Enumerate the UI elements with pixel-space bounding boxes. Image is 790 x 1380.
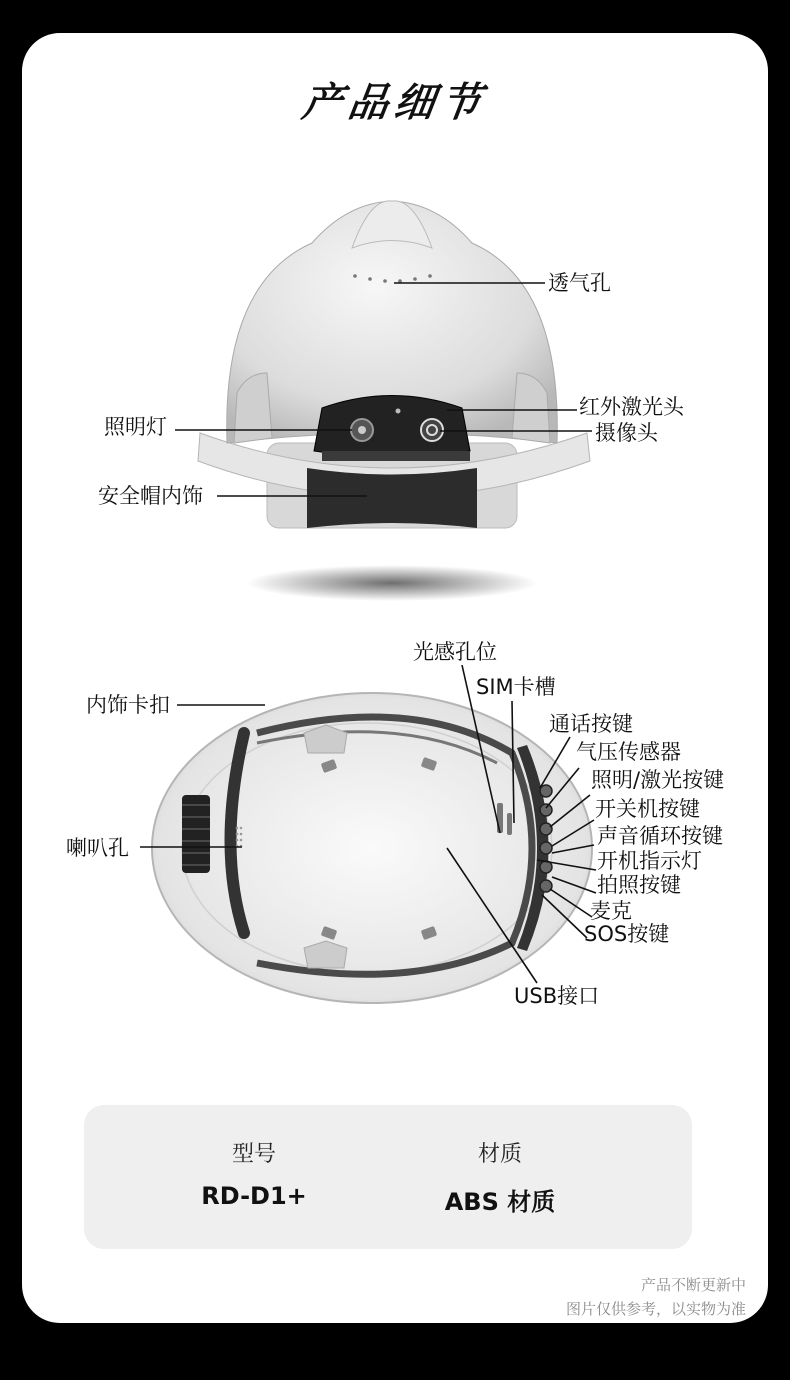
front-helmet: [198, 201, 590, 601]
product-detail-card: [22, 33, 768, 1323]
top-view-helmet: [152, 693, 592, 1003]
footer-line-1: 产品不断更新中: [640, 1276, 746, 1294]
label-vent: 透气孔: [548, 271, 611, 295]
label-usb: USB接口: [514, 984, 600, 1008]
spec-panel: [84, 1105, 692, 1249]
label-call-key: 通话按键: [549, 712, 633, 736]
label-power-key: 开关机按键: [595, 797, 700, 821]
label-speaker: 喇叭孔: [66, 836, 129, 860]
spec-model: [124, 1137, 384, 1210]
model-label: 型号: [231, 1142, 276, 1167]
label-photo-key: 拍照按键: [597, 873, 681, 897]
label-loop-key: 声音循环按键: [597, 824, 723, 848]
label-light: 照明灯: [104, 415, 167, 439]
label-camera: 摄像头: [595, 421, 658, 445]
material-label: 材质: [477, 1142, 522, 1167]
footer-note: [566, 1273, 746, 1321]
spec-material: [370, 1137, 630, 1217]
label-liner-clip: 内饰卡扣: [86, 693, 170, 717]
model-value: RD-D1+: [201, 1182, 307, 1210]
material-value: ABS 材质: [444, 1188, 556, 1216]
label-mic: 麦克: [590, 899, 632, 923]
page-title: 产品细节: [299, 80, 490, 126]
label-light-laser-key: 照明/激光按键: [591, 768, 725, 792]
label-power-led: 开机指示灯: [597, 849, 702, 873]
footer-line-2: 图片仅供参考，以实物为准: [565, 1300, 746, 1318]
label-pressure: 气压传感器: [576, 740, 681, 764]
label-sim: SIM卡槽: [476, 675, 556, 699]
label-sos: SOS按键: [584, 922, 670, 946]
label-liner: 安全帽内饰: [98, 484, 203, 508]
label-light-sensor: 光感孔位: [413, 640, 497, 664]
label-infrared: 红外激光头: [579, 395, 684, 419]
